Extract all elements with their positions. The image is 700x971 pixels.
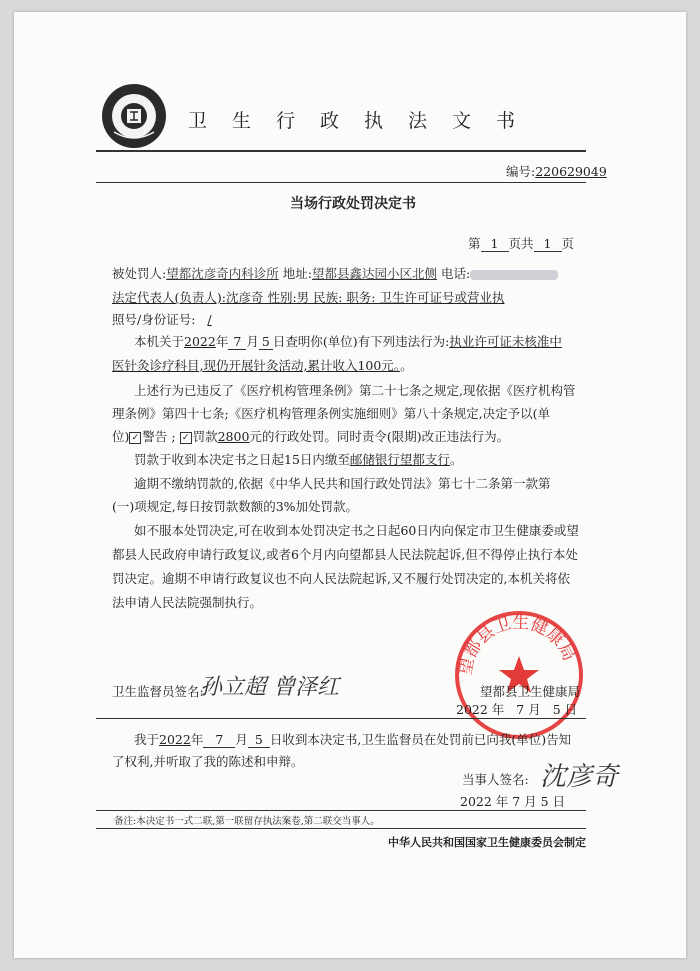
emblem-logo [100, 82, 168, 150]
appeal-para-line-4: 法申请人民法院强制执行。 [112, 595, 263, 610]
appeal-para-line-3: 罚决定。逾期不申请行政复议也不向人民法院起诉,又不履行处罚决定的,本机关将依 [112, 571, 570, 586]
party-line-2: 法定代表人(负责人):沈彦奇 性别:男 民族: 职务: 卫生许可证号或营业执 [112, 290, 505, 305]
receipt-line-2: 了权利,并听取了我的陈述和申辩。 [112, 754, 304, 769]
doc-number: 编号:220629049 [506, 164, 607, 179]
finding-para-line-1: 本机关于2022年 7 月 5 日查明你(单位)有下列违法行为:执业许可证未核准中 [134, 334, 562, 349]
redacted-phone [470, 270, 558, 280]
payment-para: 罚款于收到本决定书之日起15日内缴至邮储银行望都支行。 [134, 452, 463, 467]
doc-number-value: 220629049 [535, 164, 607, 179]
warning-checkbox: ✓ [129, 432, 141, 444]
overdue-para-line-2: (一)项规定,每日按罚款数额的3%加处罚款。 [112, 499, 359, 514]
overdue-para-line-1: 逾期不缴纳罚款的,依据《中华人民共和国行政处罚法》第七十二条第一款第 [134, 476, 551, 491]
inspector-signature: 孙立超 曾泽红 [200, 675, 339, 700]
party-name: 望都沈彦奇内科诊所 [166, 266, 279, 281]
issue-date: 2022 年 7 月 5 日 [456, 702, 578, 717]
appeal-para-line-2: 都县人民政府申请行政复议,或者6个月内向望都县人民法院起诉,但不得停止执行本处 [112, 547, 578, 562]
issuing-org: 望都县卫生健康局 [480, 684, 581, 699]
page-indicator: 第 1 页共 1 页 [468, 236, 575, 251]
basis-para-line-2: 理条例》第四十七条;《医疗机构管理条例实施细则》第八十条规定,决定予以(单 [112, 406, 551, 421]
note: 备注:本决定书一式二联,第一联留存执法案卷,第二联交当事人。 [114, 816, 380, 827]
header-title: 卫生行政执法文书 [188, 110, 541, 132]
note-rule-bottom [96, 828, 586, 829]
footer-issuer: 中华人民共和国国家卫生健康委员会制定 [388, 836, 586, 849]
doc-title: 当场行政处罚决定书 [290, 196, 416, 212]
party-line-3: 照号/身份证号: / [112, 312, 212, 327]
doc-number-rule [96, 182, 586, 183]
official-seal [452, 608, 586, 742]
mid-rule [96, 718, 586, 719]
party-sign-label: 当事人签名: [462, 772, 529, 787]
receipt-line-1: 我于2022年 7 月 5 日收到本决定书,卫生监督员在处罚前已向我(单位)告知 [134, 732, 572, 747]
basis-para-line-1: 上述行为已违反了《医疗机构管理条例》第二十七条之规定,现依据《医疗机构管 [134, 383, 576, 398]
inspector-sign-row: 卫生监督员签名: [112, 684, 204, 699]
header-rule [96, 150, 586, 152]
note-rule-top [96, 810, 586, 811]
party-line-1: 被处罚人:望都沈彦奇内科诊所 地址:望都县鑫达园小区北侧 电话: [112, 264, 558, 282]
fine-amount: 2800 [217, 429, 250, 444]
basis-para-line-3: 位) ✓ 警告 ; ✓ 罚款2800元的行政处罚。同时责令(限期)改正违法行为。 [112, 429, 510, 444]
finding-para-line-2: 医针灸诊疗科目,现仍开展针灸活动,累计收入100元。。 [112, 358, 413, 373]
fine-checkbox: ✓ [180, 432, 192, 444]
svg-text:望都县卫生健康局: 望都县卫生健康局 [455, 613, 579, 677]
party-address: 望都县鑫达园小区北侧 [311, 266, 437, 281]
party-signature: 沈彦奇 [540, 762, 619, 792]
appeal-para-line-1: 如不服本处罚决定,可在收到本处罚决定书之日起60日内向保定市卫生健康委或望 [134, 523, 579, 538]
party-sign-date: 2022 年 7 月 5 日 [460, 794, 566, 809]
